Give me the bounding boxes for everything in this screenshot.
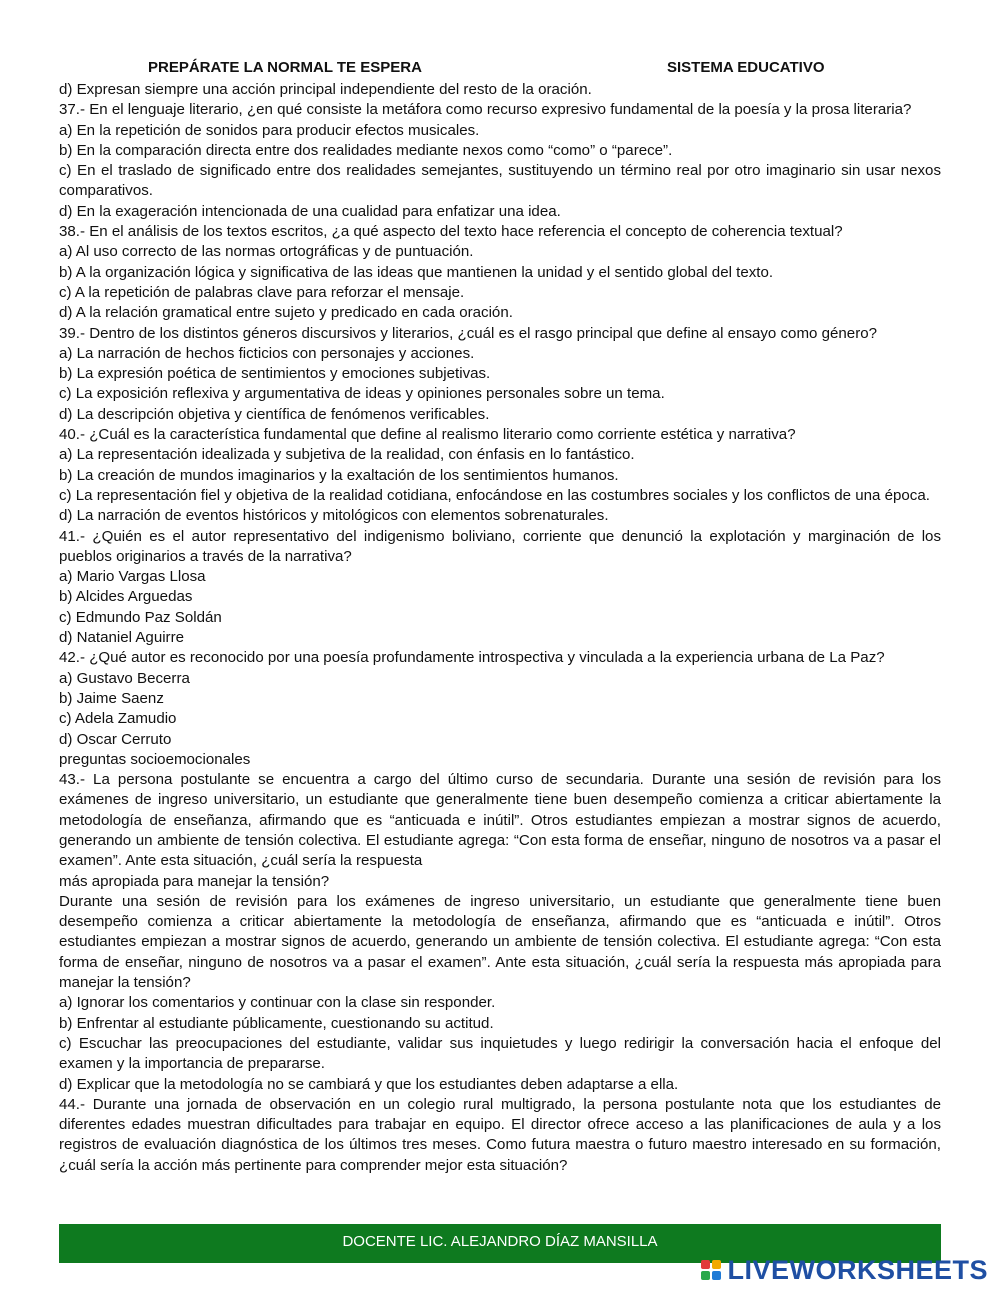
- footer-teacher-name: DOCENTE LIC. ALEJANDRO DÍAZ MANSILLA: [342, 1233, 658, 1250]
- answer-option: d) A la relación gramatical entre sujeto y predicado en cada oración.: [59, 304, 513, 322]
- answer-option: d) Nataniel Aguirre: [59, 629, 185, 647]
- answer-option: b) Alcides Arguedas: [59, 588, 193, 606]
- question-41: 41.- ¿Quién es el autor representativo del indigenismo boliviano, corriente que denunció la explotación y marginación de los pueblos originarios a través de la narrativa?: [59, 527, 941, 565]
- logo-square-icon: [712, 1271, 721, 1280]
- answer-option: a) La narración de hechos ficticios con personajes y acciones.: [59, 344, 475, 362]
- answer-option: d) La descripción objetiva y científica de fenómenos verificables.: [59, 405, 490, 423]
- answer-option: a) En la repetición de sonidos para producir efectos musicales.: [59, 121, 480, 139]
- logo-square-icon: [701, 1260, 710, 1269]
- answer-option: c) Escuchar las preocupaciones del estudiante, validar sus inquietudes y luego redirigir la conversación hacia el enfoque del examen y la importancia de prepararse.: [59, 1034, 941, 1073]
- section-heading: preguntas socioemocionales: [59, 750, 251, 768]
- answer-option: a) Gustavo Becerra: [59, 669, 190, 687]
- answer-option: c) En el traslado de significado entre dos realidades semejantes, sustituyendo un término real por otro imaginario sin usar nexos comparativos.: [59, 162, 941, 200]
- question-43-continuation: más apropiada para manejar la tensión?: [59, 872, 330, 890]
- answer-option: c) La exposición reflexiva y argumentativa de ideas y opiniones personales sobre un tema.: [59, 385, 665, 403]
- answer-option: a) Al uso correcto de las normas ortográficas y de puntuación.: [59, 243, 474, 261]
- question-43: 43.- La persona postulante se encuentra a cargo del último curso de secundaria. Durante una sesión de revisión para los exámenes de ingreso universitario, un estudiante que generalmente tiene buen desempeño comienza a criticar abiertamente la metodología de enseñanza, afirmando que es “anticuada e inútil”. Otros estudiantes empiezan a mostrar signos de acuerdo, generando un ambiente de tensión colectiva. El estudiante agrega: “Con esta forma de enseñar, ninguno de nosotros va a pasar el examen”. Ante esta situación, ¿cuál sería la respuesta: [59, 771, 941, 870]
- logo-square-icon: [712, 1260, 721, 1269]
- answer-option: c) A la repetición de palabras clave para reforzar el mensaje.: [59, 283, 465, 301]
- question-37: 37.- En el lenguaje literario, ¿en qué consiste la metáfora como recurso expresivo fundamental de la poesía y la prosa literaria?: [59, 101, 912, 119]
- question-39: 39.- Dentro de los distintos géneros discursivos y literarios, ¿cuál es el rasgo principal que define al ensayo como género?: [59, 324, 878, 342]
- liveworksheets-wordmark: LIVEWORKSHEETS: [727, 1254, 988, 1285]
- answer-option: a) Mario Vargas Llosa: [59, 568, 206, 586]
- answer-option: d) Expresan siempre una acción principal independiente del resto de la oración.: [59, 81, 592, 98]
- page-header: [0, 59, 1000, 81]
- question-44: 44.- Durante una jornada de observación en un colegio rural multigrado, la persona postulante nota que los estudiantes de diferentes edades muestran dificultades para trabajar en equipo. El director ofrece acceso a las planificaciones de aula y a los registros de evaluación diagnóstica de los últimos tres meses. Como futura maestra o futuro maestro interesado en su formación, ¿cuál sería la acción más pertinente para comprender mejor esta situación?: [59, 1095, 941, 1174]
- header-title-right: SISTEMA EDUCATIVO: [667, 59, 825, 76]
- answer-option: d) La narración de eventos históricos y mitológicos con elementos sobrenaturales.: [59, 507, 609, 525]
- answer-option: d) Oscar Cerruto: [59, 730, 172, 748]
- question-42: 42.- ¿Qué autor es reconocido por una poesía profundamente introspectiva y vinculada a la experiencia urbana de La Paz?: [59, 649, 885, 667]
- answer-option: b) Jaime Saenz: [59, 689, 164, 707]
- question-38: 38.- En el análisis de los textos escritos, ¿a qué aspecto del texto hace referencia el concepto de coherencia textual?: [59, 223, 843, 241]
- answer-option: d) En la exageración intencionada de una cualidad para enfatizar una idea.: [59, 202, 561, 220]
- answer-option: a) Ignorar los comentarios y continuar con la clase sin responder.: [59, 994, 496, 1012]
- answer-option: d) Explicar que la metodología no se cambiará y que los estudiantes deben adaptarse a ella.: [59, 1075, 679, 1093]
- question-43-repeat: Durante una sesión de revisión para los exámenes de ingreso universitario, un estudiante que generalmente tiene buen desempeño comienza a criticar abiertamente la metodología de enseñanza, afirmando que es “anticuada e inútil”. Otros estudiantes empiezan a mostrar signos de acuerdo, generando un ambiente de tensión colectiva. El estudiante agrega: “Con esta forma de enseñar, ninguno de nosotros va a pasar el examen”. Ante esta situación, ¿cuál sería la respuesta más apropiada para manejar la tensión?: [59, 892, 941, 992]
- answer-option: b) La expresión poética de sentimientos y emociones subjetivas.: [59, 365, 491, 383]
- logo-square-icon: [701, 1271, 710, 1280]
- liveworksheets-logo: [701, 1256, 988, 1284]
- answer-option: a) La representación idealizada y subjetiva de la realidad, con énfasis en lo fantástico.: [59, 446, 635, 464]
- answer-option: b) A la organización lógica y significativa de las ideas que mantienen la unidad y el sentido global del texto.: [59, 263, 774, 281]
- answer-option: b) En la comparación directa entre dos realidades mediante nexos como “como” o “parece”.: [59, 141, 673, 159]
- answer-option: b) Enfrentar al estudiante públicamente, cuestionando su actitud.: [59, 1014, 494, 1032]
- answer-option: b) La creación de mundos imaginarios y la exaltación de los sentimientos humanos.: [59, 466, 619, 484]
- answer-option: c) La representación fiel y objetiva de la realidad cotidiana, enfocándose en las costumbres sociales y los conflictos de una época.: [59, 486, 930, 504]
- liveworksheets-icon: [701, 1260, 721, 1280]
- answer-option: c) Edmundo Paz Soldán: [59, 608, 222, 626]
- answer-option: c) Adela Zamudio: [59, 710, 177, 728]
- question-40: 40.- ¿Cuál es la característica fundamental que define al realismo literario como corriente estética y narrativa?: [59, 426, 796, 444]
- worksheet-body: [59, 80, 941, 1176]
- header-title-left: PREPÁRATE LA NORMAL TE ESPERA: [148, 59, 422, 76]
